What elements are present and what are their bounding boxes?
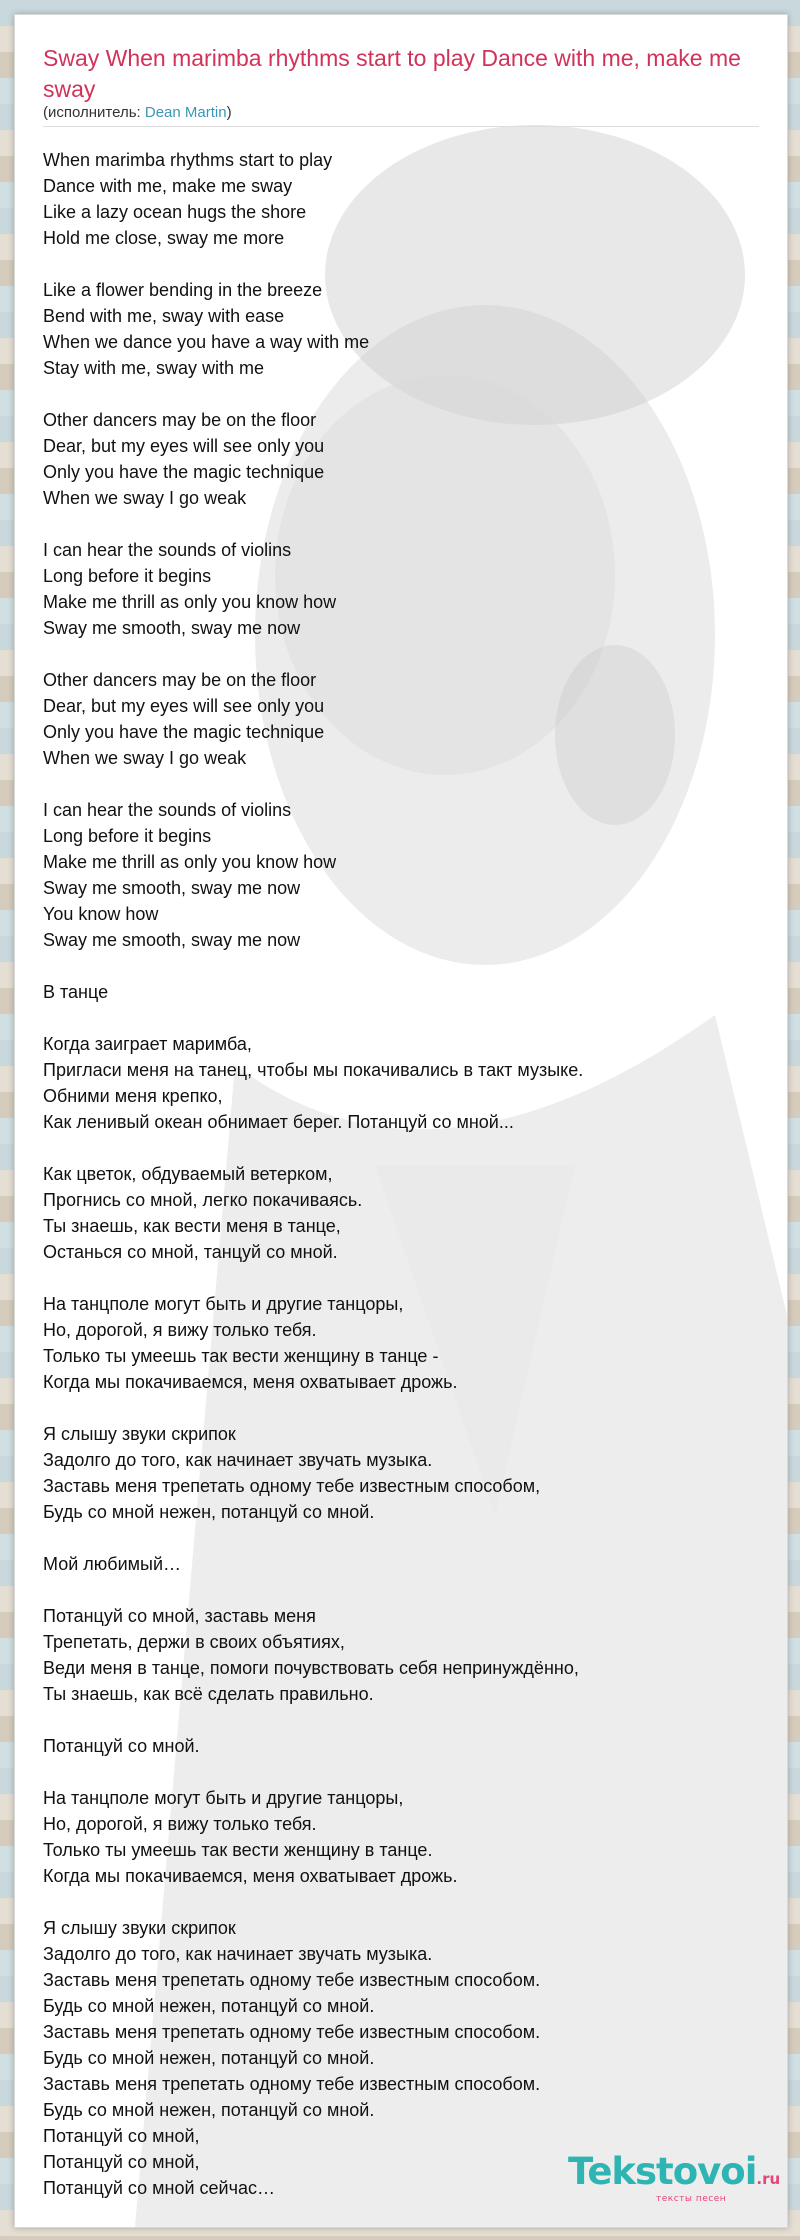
lyrics-line: Я слышу звуки скрипок xyxy=(43,1918,236,1938)
title-divider xyxy=(43,126,759,127)
lyrics-line: Задолго до того, как начинает звучать музыка. xyxy=(43,1944,433,1964)
lyrics-stanza xyxy=(43,147,763,251)
site-logo[interactable] xyxy=(568,2150,781,2204)
lyrics-line: Задолго до того, как начинает звучать музыка. xyxy=(43,1450,433,1470)
lyrics-line: На танцполе могут быть и другие танцоры, xyxy=(43,1788,404,1808)
logo-domain: .ru xyxy=(756,2170,781,2188)
lyrics-line: Ты знаешь, как всё сделать правильно. xyxy=(43,1684,374,1704)
lyrics-line: Sway me smooth, sway me now xyxy=(43,930,301,950)
lyrics-line: Только ты умеешь так вести женщину в танце - xyxy=(43,1346,439,1366)
lyrics-line: Веди меня в танце, помоги почувствовать себя непринуждённо, xyxy=(43,1658,579,1678)
lyrics-line: Потанцуй со мной, xyxy=(43,2126,200,2146)
lyrics-stanza xyxy=(43,1551,763,1577)
lyrics-line: Only you have the magic technique xyxy=(43,722,325,742)
lyrics-line: Когда заиграет маримба, xyxy=(43,1034,252,1054)
lyrics-line: Трепетать, держи в своих объятиях, xyxy=(43,1632,345,1652)
lyrics-line: Sway me smooth, sway me now xyxy=(43,878,301,898)
lyrics-stanza xyxy=(43,1421,763,1525)
performer-suffix: ) xyxy=(226,104,232,121)
lyrics-stanza xyxy=(43,1603,763,1707)
lyrics-line: Потанцуй со мной. xyxy=(43,1736,200,1756)
lyrics-line: Потанцуй со мной, xyxy=(43,2152,200,2172)
lyrics-line: Long before it begins xyxy=(43,826,212,846)
lyrics-line: Заставь меня трепетать одному тебе известным способом. xyxy=(43,2022,541,2042)
performer-link[interactable]: Dean Martin xyxy=(144,104,227,121)
lyrics-line: Но, дорогой, я вижу только тебя. xyxy=(43,1320,317,1340)
lyrics-line: When we sway I go weak xyxy=(43,748,247,768)
performer-line xyxy=(43,103,232,123)
lyrics-line: Long before it begins xyxy=(43,566,212,586)
lyrics-line: Make me thrill as only you know how xyxy=(43,852,337,872)
lyrics-line: Я слышу звуки скрипок xyxy=(43,1424,236,1444)
lyrics-line: Sway me smooth, sway me now xyxy=(43,618,301,638)
lyrics-line: Only you have the magic technique xyxy=(43,462,325,482)
lyrics-line: Но, дорогой, я вижу только тебя. xyxy=(43,1814,317,1834)
lyrics-line: Other dancers may be on the floor xyxy=(43,670,317,690)
lyrics-stanza xyxy=(43,1161,763,1265)
logo-wordmark: Tekstovoi xyxy=(568,2150,757,2193)
lyrics-line: Заставь меня трепетать одному тебе известным способом, xyxy=(43,1476,541,1496)
lyrics-line: I can hear the sounds of violins xyxy=(43,540,292,560)
lyrics-line: Прогнись со мной, легко покачиваясь. xyxy=(43,1190,363,1210)
lyrics-line: Dear, but my eyes will see only you xyxy=(43,436,325,456)
lyrics-stanza xyxy=(43,277,763,381)
lyrics-line: Like a flower bending in the breeze xyxy=(43,280,323,300)
lyrics-line: When we dance you have a way with me xyxy=(43,332,370,352)
lyrics-line: Когда мы покачиваемся, меня охватывает дрожь. xyxy=(43,1866,458,1886)
lyrics-line: Ты знаешь, как вести меня в танце, xyxy=(43,1216,341,1236)
song-title: Sway When marimba rhythms start to play Dance with me, make me sway xyxy=(43,45,741,102)
lyrics-line: В танце xyxy=(43,982,109,1002)
lyrics-stanza xyxy=(43,1291,763,1395)
lyrics-line: Bend with me, sway with ease xyxy=(43,306,285,326)
lyrics-line: Когда мы покачиваемся, меня охватывает дрожь. xyxy=(43,1372,458,1392)
lyrics-line: Other dancers may be on the floor xyxy=(43,410,317,430)
lyrics-line: Like a lazy ocean hugs the shore xyxy=(43,202,307,222)
lyrics-line: Заставь меня трепетать одному тебе известным способом. xyxy=(43,2074,541,2094)
lyrics-text xyxy=(43,147,763,2227)
lyrics-line: When we sway I go weak xyxy=(43,488,247,508)
logo-tagline: тексты песен xyxy=(656,2194,727,2204)
lyrics-line: Заставь меня трепетать одному тебе известным способом. xyxy=(43,1970,541,1990)
performer-prefix: (исполнитель: xyxy=(43,104,145,121)
lyrics-line: You know how xyxy=(43,904,159,924)
lyrics-stanza xyxy=(43,797,763,953)
lyrics-stanza xyxy=(43,1733,763,1759)
lyrics-line: Make me thrill as only you know how xyxy=(43,592,337,612)
lyrics-line: На танцполе могут быть и другие танцоры, xyxy=(43,1294,404,1314)
lyrics-stanza xyxy=(43,667,763,771)
lyrics-line: Потанцуй со мной, заставь меня xyxy=(43,1606,316,1626)
lyrics-line: Будь со мной нежен, потанцуй со мной. xyxy=(43,2100,375,2120)
lyrics-line: Потанцуй со мной сейчас… xyxy=(43,2178,275,2198)
lyrics-line: Обними меня крепко, xyxy=(43,1086,223,1106)
lyrics-line: Как цветок, обдуваемый ветерком, xyxy=(43,1164,333,1184)
lyrics-line: Будь со мной нежен, потанцуй со мной. xyxy=(43,2048,375,2068)
lyrics-line: Stay with me, sway with me xyxy=(43,358,265,378)
lyrics-line: Будь со мной нежен, потанцуй со мной. xyxy=(43,1996,375,2016)
lyrics-line: Пригласи меня на танец, чтобы мы покачивались в такт музыке. xyxy=(43,1060,584,1080)
lyrics-line: Hold me close, sway me more xyxy=(43,228,285,248)
lyrics-line: Останься со мной, танцуй со мной. xyxy=(43,1242,338,1262)
lyrics-line: Будь со мной нежен, потанцуй со мной. xyxy=(43,1502,375,1522)
lyrics-line: Dance with me, make me sway xyxy=(43,176,293,196)
lyrics-line: Dear, but my eyes will see only you xyxy=(43,696,325,716)
lyrics-card xyxy=(14,14,788,2228)
lyrics-line: Как ленивый океан обнимает берег. Потанцуй со мной... xyxy=(43,1112,514,1132)
lyrics-line: Только ты умеешь так вести женщину в танце. xyxy=(43,1840,433,1860)
lyrics-line: I can hear the sounds of violins xyxy=(43,800,292,820)
lyrics-stanza xyxy=(43,537,763,641)
lyrics-stanza xyxy=(43,979,763,1005)
lyrics-stanza xyxy=(43,1031,763,1135)
lyrics-stanza xyxy=(43,1785,763,1889)
lyrics-stanza xyxy=(43,407,763,511)
lyrics-line: When marimba rhythms start to play xyxy=(43,150,333,170)
lyrics-line: Мой любимый… xyxy=(43,1554,181,1574)
